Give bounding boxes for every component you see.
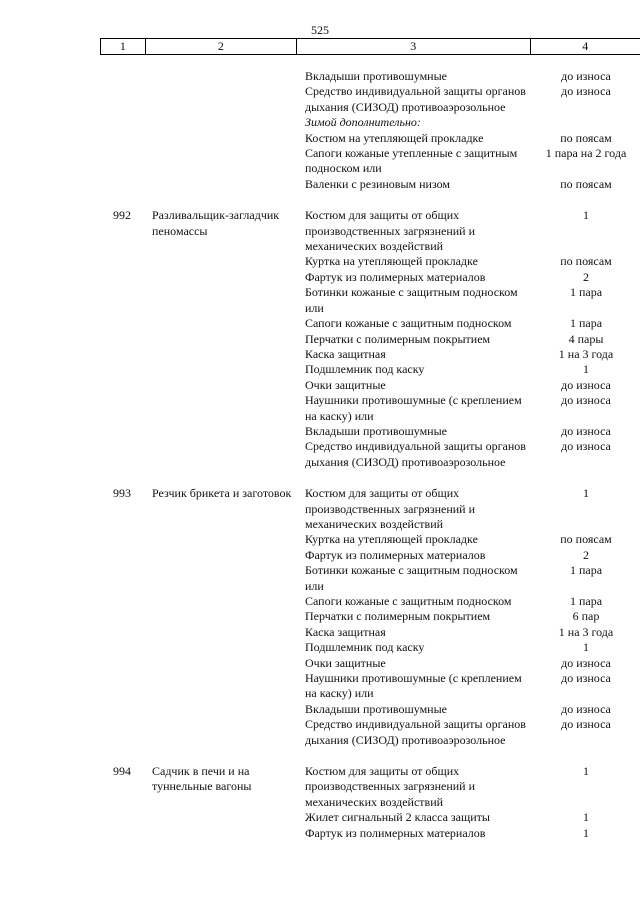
ppe-item	[305, 764, 640, 810]
ppe-item	[305, 362, 640, 377]
ppe-item-norm: 1 пара	[569, 285, 603, 300]
profession-group	[0, 69, 640, 192]
ppe-item-norm: по поясам	[560, 254, 612, 269]
ppe-item-norm: до износа	[561, 423, 611, 438]
ppe-items-list	[305, 208, 640, 470]
ppe-item-name: Наушники противошумные (с креплением на каску) или	[305, 671, 522, 701]
ppe-item-norm: 2	[583, 547, 589, 562]
row-number: 994	[113, 764, 131, 779]
ppe-item	[305, 826, 640, 841]
ppe-item-norm: 1 пара	[569, 316, 603, 331]
ppe-item-name: Куртка на утепляющей прокладке	[305, 254, 478, 269]
ppe-item	[305, 177, 640, 192]
ppe-item	[305, 532, 640, 547]
ppe-item-norm: 1	[583, 486, 589, 501]
column-header-1: 1	[100, 39, 145, 54]
ppe-item	[305, 640, 640, 655]
ppe-item-norm: по поясам	[560, 532, 612, 547]
ppe-item	[305, 115, 640, 130]
ppe-item-norm: до износа	[561, 439, 611, 454]
ppe-item-name: Подшлемник под каску	[305, 362, 425, 377]
ppe-item	[305, 270, 640, 285]
ppe-item-norm	[532, 115, 640, 130]
ppe-item	[305, 671, 640, 702]
ppe-item-name: Сапоги кожаные с защитным подноском	[305, 316, 512, 331]
ppe-item-norm: 1	[583, 764, 589, 779]
ppe-item	[305, 594, 640, 609]
ppe-item-norm: до износа	[561, 671, 611, 686]
ppe-item	[305, 625, 640, 640]
ppe-item-name: Перчатки с полимерным покрытием	[305, 609, 491, 624]
ppe-item	[305, 439, 640, 470]
ppe-item	[305, 146, 640, 177]
ppe-item-norm: по поясам	[560, 176, 612, 191]
ppe-item	[305, 702, 640, 717]
group-spacer	[0, 748, 640, 764]
ppe-item-norm: 1 пара на 2 года	[545, 146, 627, 161]
ppe-item-name: Каска защитная	[305, 624, 386, 639]
ppe-item	[305, 393, 640, 424]
ppe-items-list	[305, 486, 640, 748]
profession-group	[0, 486, 640, 748]
profession-group	[0, 764, 640, 841]
column-header-4: 4	[530, 39, 640, 54]
ppe-item-name: Жилет сигнальный 2 класса защиты	[305, 810, 490, 825]
ppe-item-name: Валенки с резиновым низом	[305, 176, 451, 191]
ppe-item-name: Наушники противошумные (с креплением на каску) или	[305, 393, 522, 423]
ppe-item	[305, 332, 640, 347]
ppe-item	[305, 548, 640, 563]
ppe-item-name: Вкладыши противошумные	[305, 423, 447, 438]
ppe-item-norm: 1 пара	[569, 563, 603, 578]
ppe-item-norm: 1	[583, 640, 589, 655]
ppe-item	[305, 208, 640, 254]
ppe-items-list	[305, 764, 640, 841]
ppe-item-name: Ботинки кожаные с защитным подноском или	[305, 563, 518, 593]
profession-group	[0, 208, 640, 470]
profession-name: Разливальщик-загладчик пеномассы	[152, 208, 280, 238]
ppe-item-name: Вкладыши противошумные	[305, 69, 447, 83]
ppe-item-name: Фартук из полимерных материалов	[305, 547, 486, 562]
ppe-item-norm: 1	[583, 825, 589, 840]
ppe-item-name: Костюм для защиты от общих производственных загрязнений и механических воздействий	[305, 208, 476, 254]
section-subheading: Зимой дополнительно:	[305, 115, 421, 130]
ppe-item	[305, 424, 640, 439]
ppe-item	[305, 378, 640, 393]
ppe-item	[305, 486, 640, 532]
ppe-item-name: Средство индивидуальной защиты органов дыхания (СИЗОД) противоаэрозольное	[305, 717, 526, 747]
group-spacer	[0, 192, 640, 208]
ppe-item-norm: 1	[583, 208, 589, 223]
ppe-items-list	[305, 69, 640, 192]
ppe-item-name: Перчатки с полимерным покрытием	[305, 331, 491, 346]
page-number: 525	[311, 23, 329, 37]
ppe-item	[305, 131, 640, 146]
ppe-item-norm: 1 на 3 года	[558, 624, 614, 639]
ppe-item	[305, 285, 640, 316]
ppe-item-name: Каска защитная	[305, 346, 386, 361]
ppe-item-name: Костюм для защиты от общих производственных загрязнений и механических воздействий	[305, 486, 476, 531]
column-header-row	[100, 38, 640, 55]
ppe-item-norm: 2	[583, 269, 589, 284]
group-spacer	[0, 470, 640, 486]
ppe-item	[305, 609, 640, 624]
profession-name: Садчик в печи и на туннельные вагоны	[152, 764, 252, 794]
ppe-item-norm: 4 пары	[568, 331, 604, 346]
ppe-item-name: Сапоги кожаные с защитным подноском	[305, 594, 512, 608]
ppe-item-norm: до износа	[561, 69, 611, 83]
ppe-item	[305, 347, 640, 362]
ppe-item-name: Подшлемник под каску	[305, 640, 425, 655]
ppe-item	[305, 316, 640, 331]
ppe-item-norm: по поясам	[560, 130, 612, 145]
ppe-item-norm: до износа	[561, 655, 611, 670]
ppe-item-norm: до износа	[561, 701, 611, 716]
ppe-item-norm: до износа	[561, 377, 611, 392]
ppe-item-norm: до износа	[561, 393, 611, 408]
ppe-item-name: Ботинки кожаные с защитным подноском или	[305, 285, 518, 315]
ppe-item	[305, 69, 640, 84]
ppe-item-norm: 1 на 3 года	[558, 346, 614, 361]
ppe-item-name: Вкладыши противошумные	[305, 701, 447, 716]
ppe-item	[305, 717, 640, 748]
ppe-item-name: Куртка на утепляющей прокладке	[305, 532, 478, 547]
profession-name: Резчик брикета и заготовок	[152, 486, 292, 501]
ppe-item-name: Костюм для защиты от общих производственных загрязнений и механических воздействий	[305, 764, 476, 809]
ppe-item	[305, 810, 640, 825]
ppe-item	[305, 656, 640, 671]
column-header-3: 3	[296, 39, 530, 54]
ppe-item	[305, 84, 640, 115]
ppe-item-norm: 1	[583, 810, 589, 825]
norms-table-body	[0, 69, 640, 841]
ppe-item-norm: 6 пар	[572, 609, 600, 624]
ppe-item-name: Средство индивидуальной защиты органов дыхания (СИЗОД) противоаэрозольное	[305, 439, 526, 469]
ppe-item-name: Очки защитные	[305, 655, 386, 670]
ppe-item-name: Костюм на утепляющей прокладке	[305, 130, 484, 145]
row-number: 992	[113, 208, 131, 223]
ppe-item-name: Фартук из полимерных материалов	[305, 825, 486, 840]
ppe-item-norm: до износа	[561, 84, 611, 99]
ppe-item	[305, 254, 640, 269]
ppe-item-name: Сапоги кожаные утепленные с защитным подноском или	[305, 146, 518, 176]
ppe-item-norm: до износа	[561, 717, 611, 732]
ppe-item-name: Очки защитные	[305, 377, 386, 392]
ppe-item	[305, 563, 640, 594]
ppe-item-norm: 1 пара	[569, 594, 603, 608]
ppe-item-name: Средство индивидуальной защиты органов дыхания (СИЗОД) противоаэрозольное	[305, 84, 526, 114]
row-number: 993	[113, 486, 131, 501]
ppe-item-name: Фартук из полимерных материалов	[305, 269, 486, 284]
ppe-item-norm: 1	[583, 362, 589, 377]
column-header-2: 2	[145, 39, 296, 54]
